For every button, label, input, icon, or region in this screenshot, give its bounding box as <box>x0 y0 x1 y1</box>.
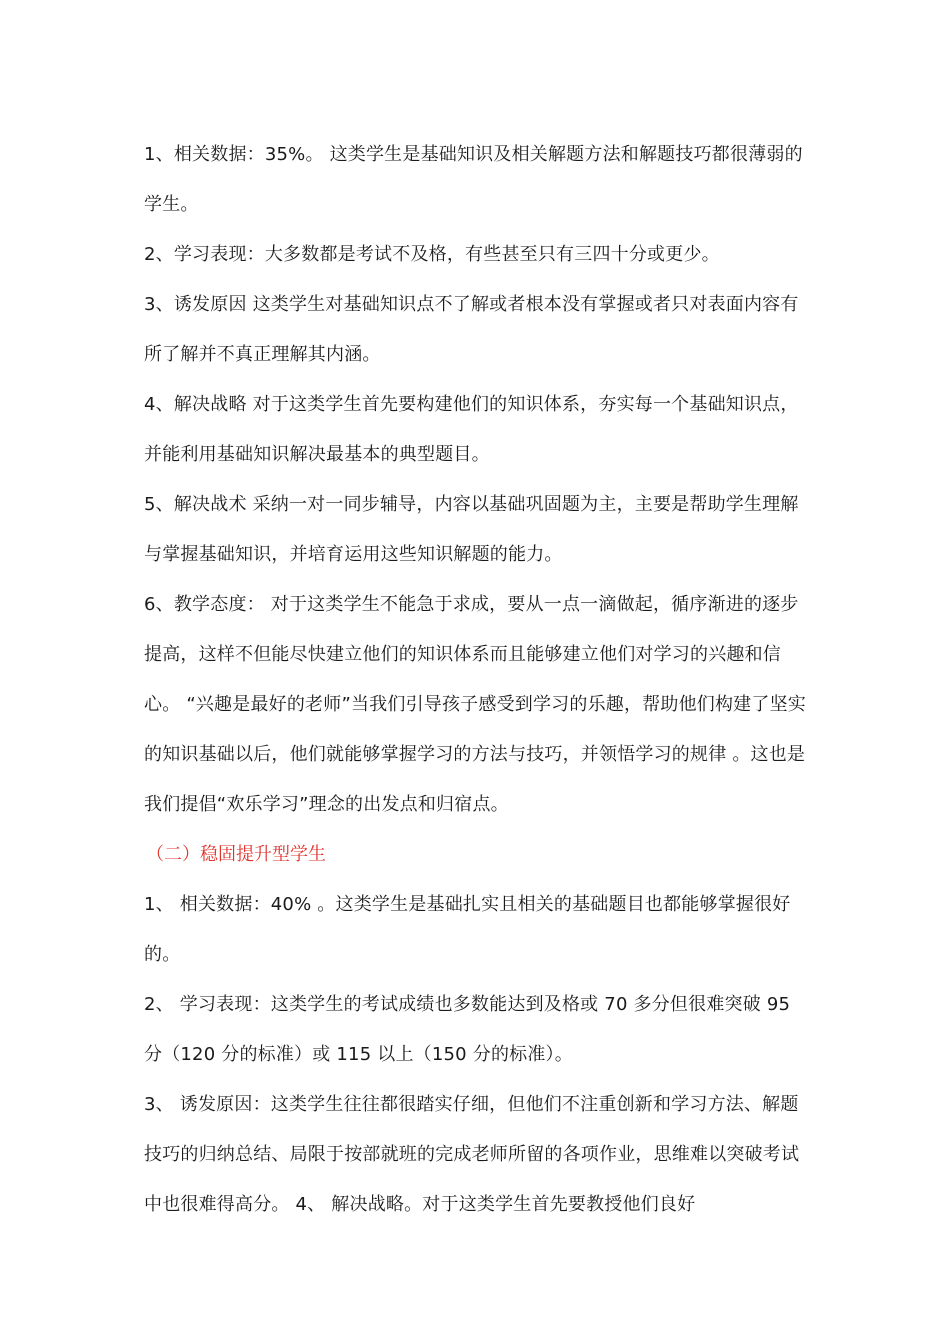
paragraph-5: 5、解决战术 采纳一对一同步辅导，内容以基础巩固题为主，主要是帮助学生理解与掌握基础知识，并培育运用这些知识解题的能力。 <box>144 494 799 565</box>
paragraph-3: 3、诱发原因 这类学生对基础知识点不了解或者根本没有掌握或者只对表面内容有所了解并不真正理解其内涵。 <box>144 294 799 365</box>
section-paragraph-2: 2、 学习表现：这类学生的考试成绩也多数能达到及格或 70 多分但很难突破 95 分（120 分的标准）或 115 以上（150 分的标准）。 <box>144 994 791 1065</box>
paragraph-1: 1、相关数据：35%。 这类学生是基础知识及相关解题方法和解题技巧都很薄弱的学生。 <box>144 144 803 215</box>
section-paragraph-3: 3、 诱发原因：这类学生往往都很踏实仔细，但他们不注重创新和学习方法、解题技巧的归纳总结、局限于按部就班的完成老师所留的各项作业，思维难以突破考试中也很难得高分。 4、 解决战略。对于这类学生首先要教授他们良好 <box>144 1094 800 1215</box>
paragraph-6: 6、教学态度： 对于这类学生不能急于求成，要从一点一滴做起，循序渐进的逐步提高，这样不但能尽快建立他们的知识体系而且能够建立他们对学习的兴趣和信心。 “兴趣是最好的老师”当我们引导孩子感受到学习的乐趣，帮助他们构建了坚实的知识基础以后，他们就能够掌握学习的方法与技巧，并领悟学习的规律 。这也是我们提倡“欢乐学习”理念的出发点和归宿点。 <box>144 594 806 815</box>
section-paragraph-1: 1、 相关数据：40% 。这类学生是基础扎实且相关的基础题目也都能够掌握很好的。 <box>144 894 791 965</box>
document-body <box>144 130 808 1230</box>
section-heading: （二）稳固提升型学生 <box>146 844 326 865</box>
paragraph-2: 2、学习表现：大多数都是考试不及格，有些甚至只有三四十分或更少。 <box>144 244 720 265</box>
paragraph-4: 4、解决战略 对于这类学生首先要构建他们的知识体系，夯实每一个基础知识点，并能利用基础知识解决最基本的典型题目。 <box>144 394 799 465</box>
